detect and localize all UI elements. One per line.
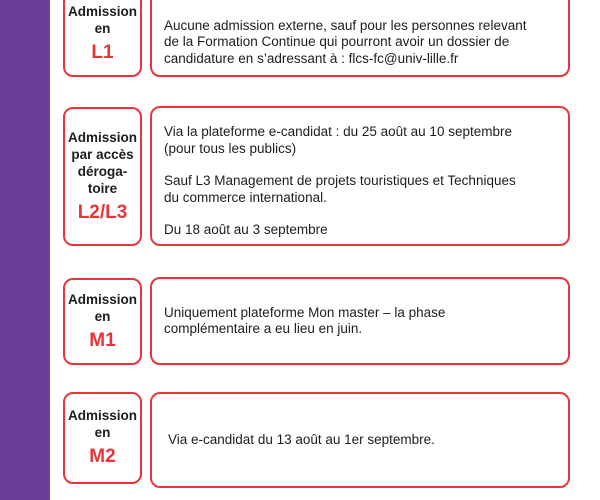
admission-label-l1 [63,0,142,77]
info-line: Aucune admission externe, sauf pour les personnes relevant [164,17,527,33]
admission-label-title: Admission par accès déroga- toire [67,129,137,196]
admission-label-title: Admission en [67,4,137,36]
admission-info-l2-l3 [150,106,570,246]
admission-label-m1 [63,278,142,365]
info-line: Du 18 août au 3 septembre [164,222,328,237]
info-line: Uniquement plateforme Mon master – la phase [164,304,446,320]
admission-label-l2-l3 [63,107,142,246]
admission-label-title: Admission en [67,291,137,324]
admission-info-m2 [150,392,570,488]
admission-level-code: M2 [89,446,116,467]
admission-level-code: L1 [91,42,114,63]
admission-level-code: L2/L3 [77,201,128,223]
side-color-band [0,0,50,500]
info-line: Via la plateforme e-candidat : du 25 août au 10 septembre [164,124,512,139]
admission-label-title: Admission en [67,408,137,440]
admission-info-l1 [150,0,570,77]
info-line: de la Formation Continue qui pourront avoir un dossier de [164,34,510,49]
info-line: Sauf L3 Management de projets touristiques et Techniques [164,173,516,188]
info-line: candidature en s’adressant à : flcs-fc@univ-lille.fr [164,50,459,66]
admission-label-m2 [63,392,142,484]
admission-info-m1 [150,277,570,365]
info-line: du commerce international. [164,189,327,205]
info-line: Via e-candidat du 13 août au 1er septembre. [168,431,435,447]
info-line: (pour tous les publics) [164,140,297,156]
admission-level-code: M1 [89,329,116,351]
info-line: complémentaire a eu lieu en juin. [164,321,363,336]
